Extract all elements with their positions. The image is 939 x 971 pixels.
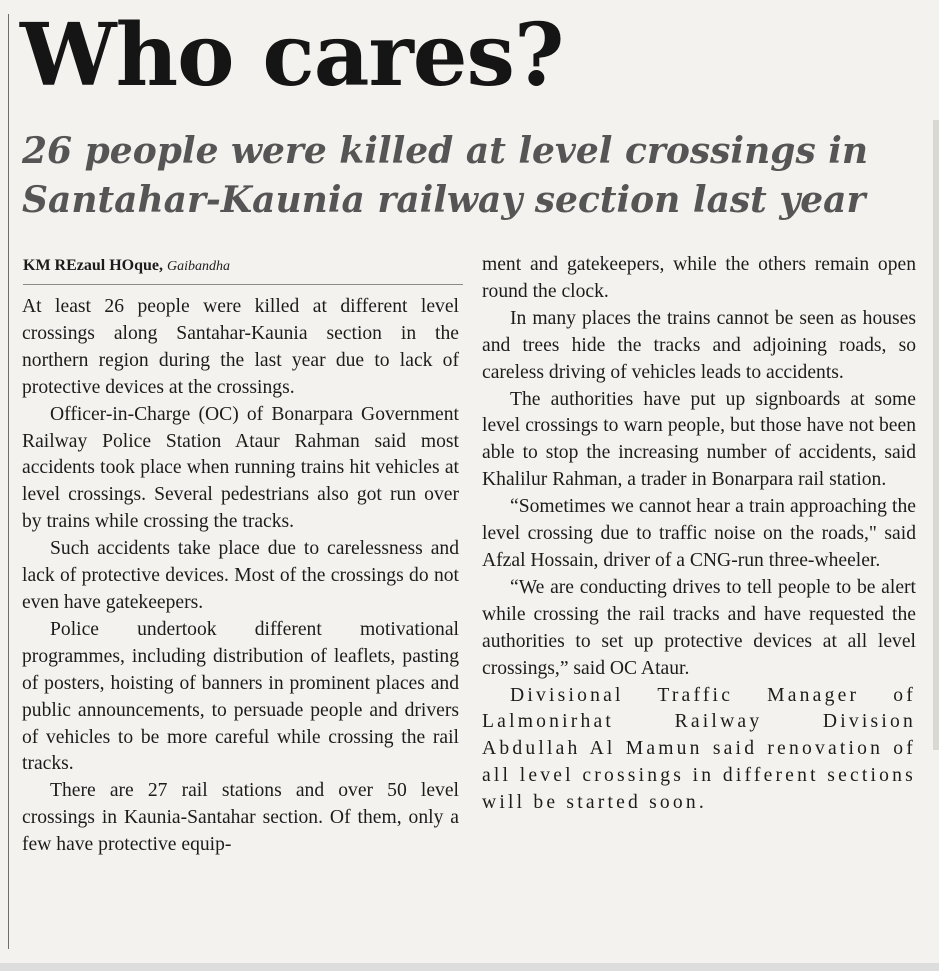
paragraph: ment and gatekeepers, while the others remain open round the clock. [482, 254, 916, 302]
page-edge [933, 120, 939, 750]
byline [23, 256, 463, 285]
paragraph: Such accidents take place due to carelessness and lack of protective devices. Most of the crossings do not even have gatekeepers. [22, 538, 459, 613]
byline-location: Gaibandha [167, 259, 231, 274]
paragraph: Police undertook different motivational programmes, including distribution of leaflets, pasting of posters, hoisting of banners in prominent places and public announcements, to persuade people and drivers of vehicles to be more careful while crossing the rail tracks. [22, 618, 459, 775]
paragraph: “Sometimes we cannot hear a train approaching the level crossing due to traffic noise on the roads," said Afzal Hossain, driver of a CNG-run three-wheeler. [482, 496, 916, 571]
paragraph: The authorities have put up signboards at some level crossings to warn people, but those have not been able to stop the increasing number of accidents, said Khalilur Rahman, a trader in Bonarpara rail station. [482, 388, 916, 491]
paragraph: At least 26 people were killed at different level crossings along Santahar-Kaunia section in the northern region during the last year due to lack of protective devices at the crossings. [22, 296, 459, 398]
subheadline: 26 people were killed at level crossings in Santahar-Kaunia railway section last year [22, 130, 869, 221]
headline: Who cares? [20, 5, 564, 106]
paragraph: In many places the trains cannot be seen as houses and trees hide the tracks and adjoining roads, so careless driving of vehicles leads to accidents. [482, 307, 916, 383]
paragraph: “We are conducting drives to tell people to be alert while crossing the rail tracks and have requested the authorities to set up protective devices at all level crossings,” said OC Ataur. [482, 576, 916, 679]
paragraph: There are 27 rail stations and over 50 level crossings in Kaunia-Santahar section. Of them, only a few have protective equip- [22, 780, 459, 856]
paragraph: Divisional Traffic Manager of Lalmonirhat Railway Division Abdullah Al Mamun said renovation of all level crossings in different sections will be started soon. [482, 684, 916, 814]
byline-author: KM REzaul HOque, [23, 257, 164, 274]
page-edge-bottom [0, 963, 939, 971]
column-rule [8, 14, 9, 949]
paragraph: Officer-in-Charge (OC) of Bonarpara Government Railway Police Station Ataur Rahman said most accidents took place when running trains hit vehicles at level crossings. Several pedestrians also got run over by trains while crossing the tracks. [22, 403, 459, 533]
article-column-1 [22, 294, 459, 859]
article-column-2 [482, 252, 916, 817]
